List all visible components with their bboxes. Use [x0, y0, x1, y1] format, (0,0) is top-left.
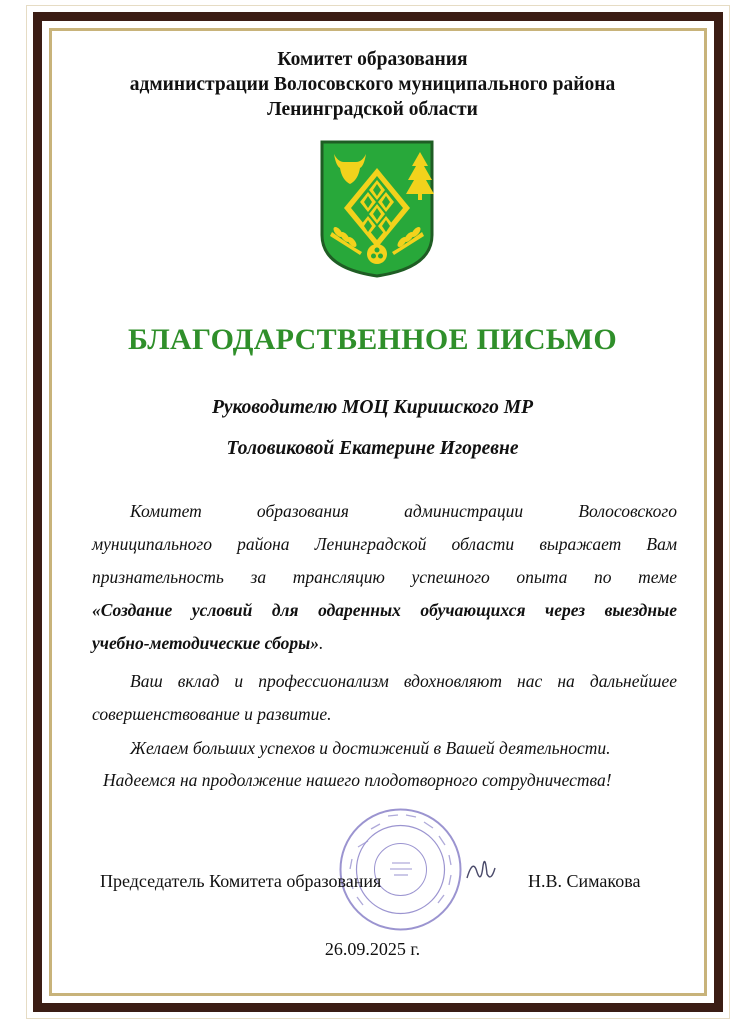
- handwritten-signature: [463, 848, 503, 888]
- body-paragraph-1-line-1: Комитет образования администрации Волосовского: [130, 501, 677, 521]
- signatory-position: Председатель Комитета образования: [100, 871, 382, 891]
- body-topic-line-2-text: учебно-методические сборы»: [92, 633, 320, 653]
- header-line-1: Комитет образования: [277, 49, 468, 70]
- body-paragraph-4: Надеемся на продолжение нашего плодотворного сотрудничества!: [103, 770, 612, 790]
- body-paragraph-1-end: .: [319, 633, 324, 653]
- body-topic-line-1: «Создание условий для одаренных обучающихся через выездные: [92, 600, 677, 620]
- official-stamp: [338, 807, 463, 932]
- document-title: БЛАГОДАРСТВЕННОЕ ПИСЬМО: [127, 323, 617, 356]
- body-paragraph-2-line-1: Ваш вклад и профессионализм вдохновляют нас на дальнейшее: [130, 671, 677, 691]
- body-paragraph-2-line-2: совершенствование и развитие.: [92, 704, 332, 724]
- header-line-2: администрации Волосовского муниципального района: [129, 74, 616, 95]
- recipient-name: Толовиковой Екатерине Игоревне: [226, 438, 519, 459]
- recipient-position: Руководителю МОЦ Киришского МР: [211, 397, 534, 418]
- trefoil-icon: [367, 244, 387, 264]
- body-paragraph-1-line-3: признательность за трансляцию успешного опыта по теме: [92, 567, 677, 587]
- body-paragraph-1-line-2: муниципального района Ленинградской области выражает Вам: [92, 534, 677, 554]
- body-paragraph-3: Желаем больших успехов и достижений в Вашей деятельности.: [130, 738, 611, 758]
- body-topic-line-2: [92, 627, 677, 660]
- document-date: 26.09.2025 г.: [324, 939, 421, 959]
- coat-of-arms-icon: [320, 140, 434, 278]
- header-line-3: Ленинградской области: [267, 99, 478, 120]
- signatory-name: Н.В. Симакова: [528, 871, 641, 891]
